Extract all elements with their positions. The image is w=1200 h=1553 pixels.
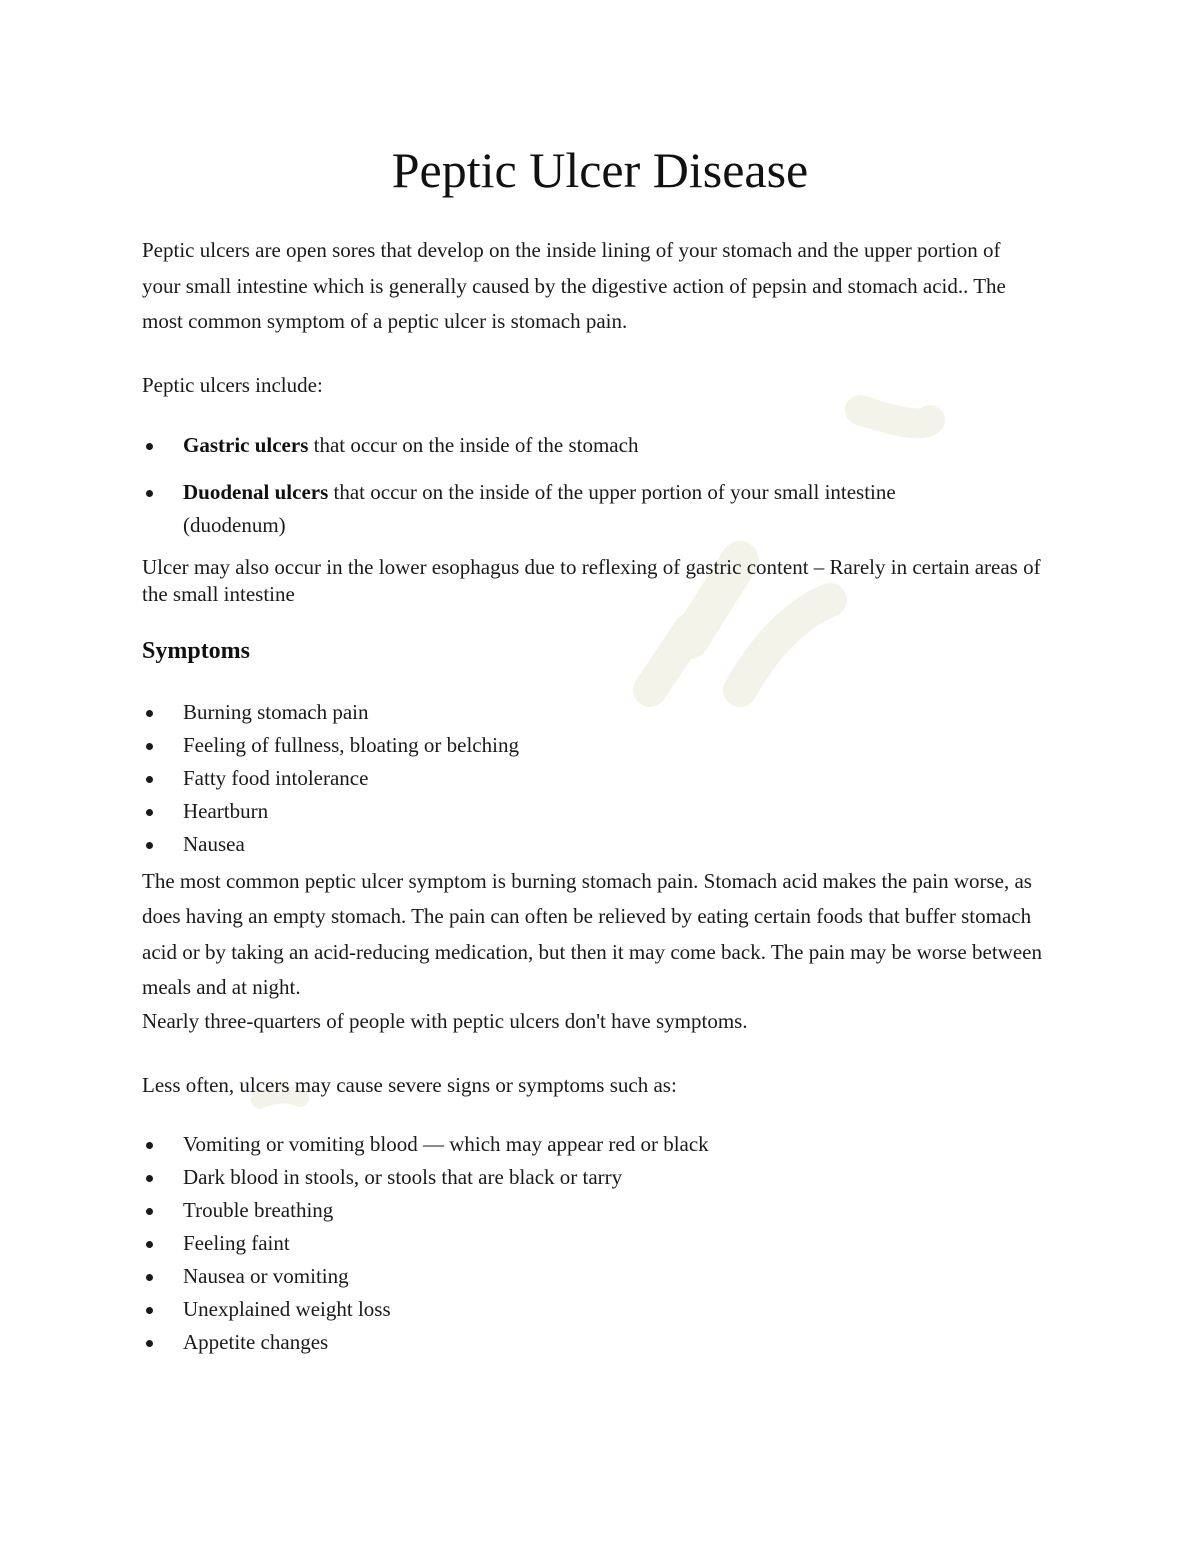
bullet-icon bbox=[146, 743, 153, 750]
bullet-icon bbox=[146, 1340, 153, 1347]
symptoms-heading: Symptoms bbox=[142, 638, 251, 664]
bullet-icon bbox=[146, 1241, 153, 1248]
esophagus-note: Ulcer may also occur in the lower esophagus due to reflexing of gastric content – Rarely in certain areas of the small intestine bbox=[142, 555, 1041, 606]
ulcer-desc: that occur on the inside of the stomach bbox=[308, 433, 639, 457]
document-title: Peptic Ulcer Disease bbox=[391, 142, 809, 198]
bullet-icon bbox=[146, 1142, 153, 1149]
ulcer-term: Gastric ulcers bbox=[183, 433, 309, 457]
ulcer-desc-continued: (duodenum) bbox=[183, 513, 286, 537]
bullet-icon bbox=[146, 842, 153, 849]
severe-symptoms-heading: Less often, ulcers may cause severe signs or symptoms such as: bbox=[142, 1073, 677, 1097]
bullet-icon bbox=[146, 710, 153, 717]
bullet-icon bbox=[146, 1274, 153, 1281]
bullet-icon bbox=[146, 1175, 153, 1182]
bullet-icon bbox=[146, 1208, 153, 1215]
ulcer-term: Duodenal ulcers bbox=[183, 480, 329, 504]
bullet-icon bbox=[146, 490, 153, 497]
common-symptom-paragraph: The most common peptic ulcer symptom is burning stomach pain. Stomach acid makes the pain worse, as does having an empty stomach. The pain can often be relieved by eating certain foods that buffer stomach acid or by taking an acid-reducing medication, but then it may come back. The pain may be worse between meals and at night. bbox=[142, 869, 1042, 999]
bullet-icon bbox=[146, 809, 153, 816]
no-symptoms-paragraph: Nearly three-quarters of people with peptic ulcers don't have symptoms. bbox=[142, 1009, 748, 1033]
bullet-icon bbox=[146, 443, 153, 450]
includes-heading: Peptic ulcers include: bbox=[142, 373, 323, 397]
bullet-icon bbox=[146, 776, 153, 783]
ulcer-desc: that occur on the inside of the upper portion of your small intestine bbox=[328, 480, 896, 504]
intro-paragraph: Peptic ulcers are open sores that develop on the inside lining of your stomach and the upper portion of your small intestine which is generally caused by the digestive action of pepsin and stomach acid.. The most common symptom of a peptic ulcer is stomach pain. bbox=[142, 238, 1006, 333]
bullet-icon bbox=[146, 1307, 153, 1314]
